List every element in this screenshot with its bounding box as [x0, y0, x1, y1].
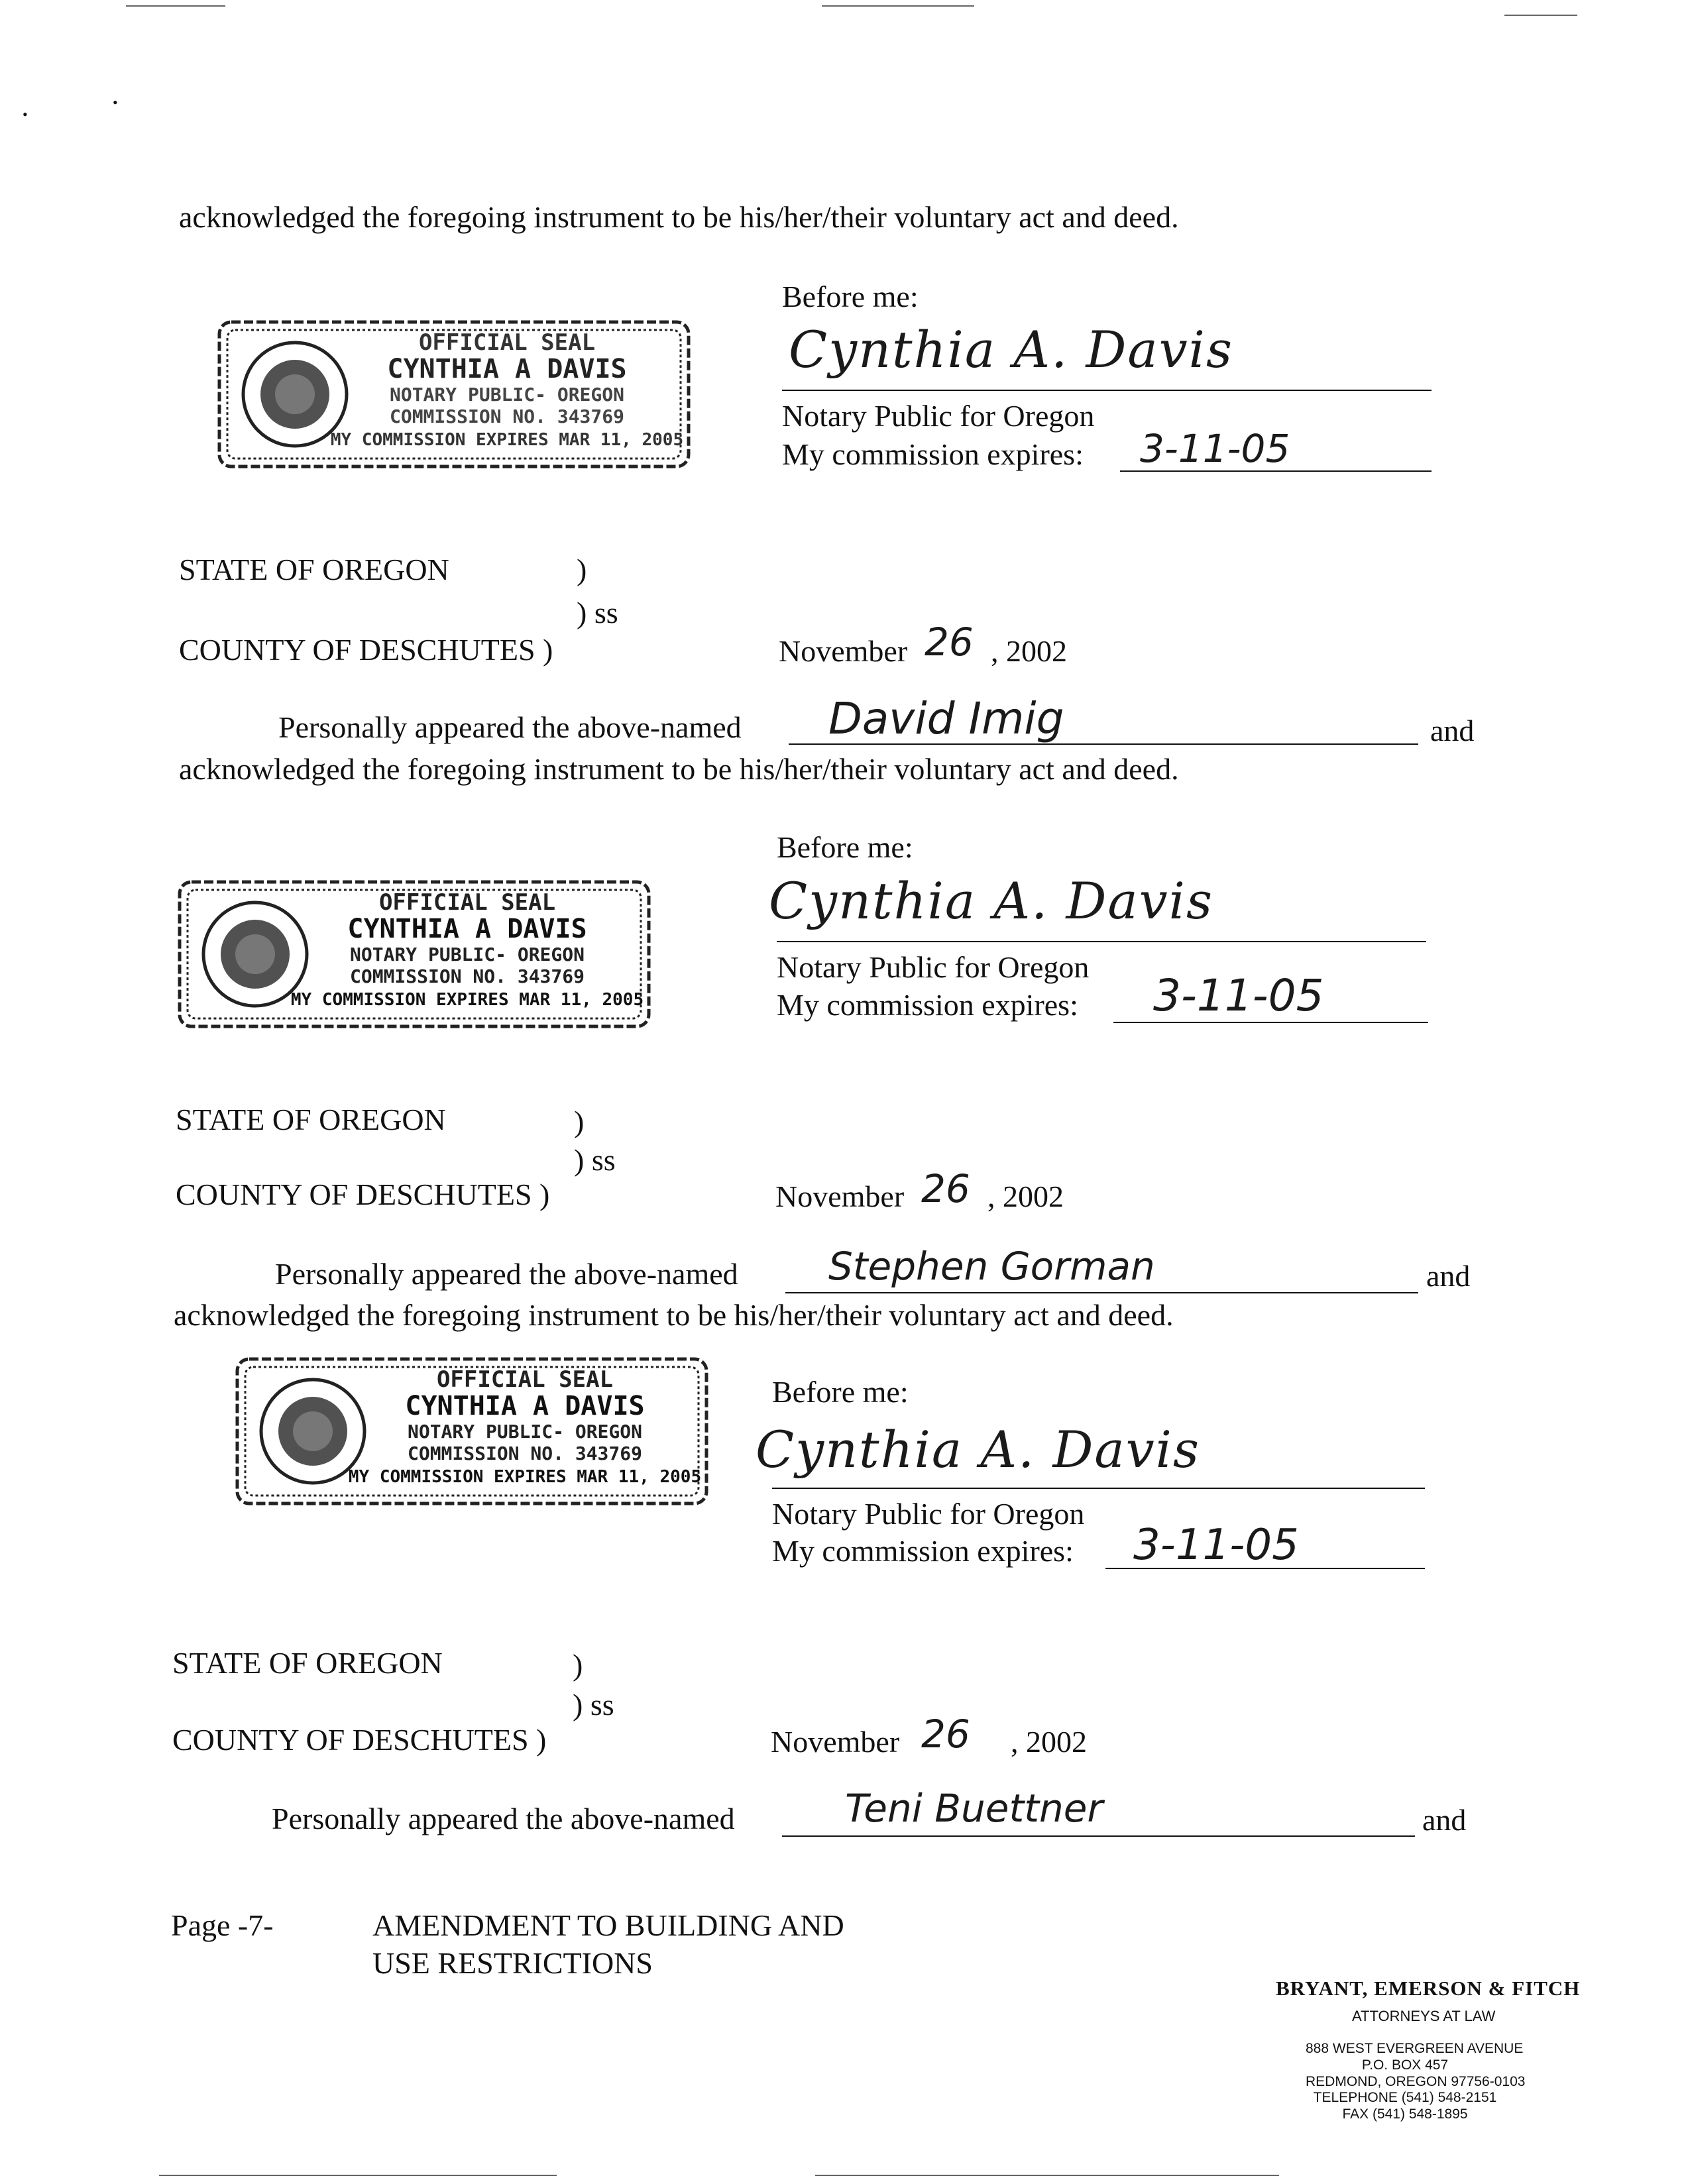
ss-label: ) ss	[574, 1143, 616, 1177]
expires-line	[1105, 1568, 1425, 1569]
notary-public-label: Notary Public for Oregon	[772, 1497, 1085, 1531]
notary-signature: Cynthia A. Davis	[789, 320, 1233, 379]
law-firm-subtitle: ATTORNEYS AT LAW	[1352, 2008, 1496, 2024]
state-label: STATE OF OREGON	[172, 1646, 443, 1680]
commission-expires-value: 3-11-05	[1140, 426, 1290, 471]
appeared-person: David Imig	[828, 693, 1064, 744]
appeared-line	[789, 743, 1418, 745]
notary-signature: Cynthia A. Davis	[756, 1420, 1200, 1479]
notary-public-label: Notary Public for Oregon	[782, 399, 1095, 433]
commission-expires-value: 3-11-05	[1153, 970, 1324, 1021]
appeared-person: Stephen Gorman	[828, 1244, 1155, 1289]
ss-label: ) ss	[573, 1688, 614, 1721]
address-line: P.O. BOX 457	[1361, 2057, 1449, 2073]
seal-commission: COMMISSION NO. 343769	[407, 1443, 643, 1464]
date-year: , 2002	[987, 1179, 1064, 1213]
venue-paren: )	[577, 553, 587, 586]
ss-label: ) ss	[577, 596, 618, 629]
scan-artifact	[815, 2175, 1279, 2176]
county-label: COUNTY OF DESCHUTES )	[179, 633, 553, 667]
telephone: TELEPHONE (541) 548-2151	[1313, 2090, 1497, 2106]
fax: FAX (541) 548-1895	[1342, 2106, 1468, 2122]
scan-artifact	[822, 5, 974, 7]
document-title-line-2: USE RESTRICTIONS	[372, 1946, 653, 1980]
seal-notary: NOTARY PUBLIC- OREGON	[349, 944, 585, 965]
seal-name: CYNTHIA A DAVIS	[387, 354, 627, 384]
date-day: 26	[925, 620, 974, 665]
seal-expires: MY COMMISSION EXPIRES MAR 11, 2005	[348, 1467, 702, 1487]
notary-seal-stamp	[176, 878, 653, 1030]
venue-paren: )	[573, 1648, 583, 1682]
signature-line	[777, 941, 1426, 942]
seal-expires: MY COMMISSION EXPIRES MAR 11, 2005	[330, 430, 684, 450]
state-label: STATE OF OREGON	[176, 1103, 446, 1136]
signature-line	[782, 390, 1432, 391]
address-line: 888 WEST EVERGREEN AVENUE	[1306, 2041, 1524, 2056]
scan-artifact	[159, 2175, 557, 2176]
expires-line	[1113, 1022, 1428, 1023]
scan-speck: •	[113, 94, 118, 111]
scan-artifact	[126, 5, 225, 7]
date-month: November	[771, 1725, 900, 1759]
before-me-label: Before me:	[772, 1375, 909, 1409]
commission-expires-value: 3-11-05	[1133, 1521, 1299, 1570]
venue-paren: )	[574, 1105, 585, 1138]
date-month: November	[779, 634, 908, 668]
document-title-line-1: AMENDMENT TO BUILDING AND	[372, 1908, 844, 1942]
date-month: November	[775, 1179, 905, 1213]
commission-expires-label: My commission expires:	[772, 1534, 1074, 1568]
acknowledgment-text: acknowledged the foregoing instrument to be his/her/their voluntary act and deed.	[179, 200, 1179, 234]
appeared-text: Personally appeared the above-named	[272, 1802, 735, 1835]
law-firm-name: BRYANT, EMERSON & FITCH	[1276, 1977, 1581, 2000]
seal-title: OFFICIAL SEAL	[436, 1366, 614, 1393]
seal-name: CYNTHIA A DAVIS	[347, 914, 587, 944]
seal-name: CYNTHIA A DAVIS	[405, 1391, 645, 1421]
before-me-label: Before me:	[782, 280, 919, 313]
scan-artifact	[1504, 15, 1577, 16]
acknowledgment-text: acknowledged the foregoing instrument to be his/her/their voluntary act and deed.	[174, 1298, 1174, 1332]
page-number: Page -7-	[171, 1908, 274, 1942]
acknowledgment-text: acknowledged the foregoing instrument to be his/her/their voluntary act and deed.	[179, 752, 1179, 786]
date-year: , 2002	[991, 634, 1067, 668]
commission-expires-label: My commission expires:	[782, 437, 1084, 471]
state-label: STATE OF OREGON	[179, 553, 449, 586]
appeared-line	[785, 1292, 1418, 1293]
notary-seal-stamp	[233, 1355, 710, 1507]
seal-commission: COMMISSION NO. 343769	[389, 406, 625, 427]
date-year: , 2002	[1011, 1725, 1087, 1759]
signature-line	[772, 1488, 1425, 1489]
before-me-label: Before me:	[777, 830, 913, 864]
seal-notary: NOTARY PUBLIC- OREGON	[407, 1421, 643, 1443]
notary-signature: Cynthia A. Davis	[769, 871, 1213, 930]
county-label: COUNTY OF DESCHUTES )	[176, 1177, 550, 1211]
scan-speck: •	[23, 106, 28, 123]
address-line: REDMOND, OREGON 97756-0103	[1306, 2073, 1526, 2089]
seal-title: OFFICIAL SEAL	[418, 329, 596, 356]
and-text: and	[1422, 1803, 1467, 1837]
seal-expires: MY COMMISSION EXPIRES MAR 11, 2005	[290, 990, 644, 1010]
appeared-line	[782, 1835, 1415, 1837]
date-day: 26	[921, 1712, 970, 1757]
seal-notary: NOTARY PUBLIC- OREGON	[389, 384, 625, 406]
seal-commission: COMMISSION NO. 343769	[349, 965, 585, 987]
county-label: COUNTY OF DESCHUTES )	[172, 1723, 547, 1757]
notary-public-label: Notary Public for Oregon	[777, 950, 1090, 984]
notary-seal-stamp	[215, 318, 693, 470]
date-day: 26	[921, 1166, 970, 1211]
seal-title: OFFICIAL SEAL	[378, 889, 556, 916]
law-firm-address	[1306, 2041, 1526, 2123]
appeared-person: Teni Buettner	[845, 1786, 1103, 1831]
appeared-text: Personally appeared the above-named	[278, 710, 742, 744]
expires-line	[1120, 470, 1432, 472]
commission-expires-label: My commission expires:	[777, 988, 1078, 1022]
appeared-text: Personally appeared the above-named	[275, 1257, 738, 1291]
and-text: and	[1430, 714, 1475, 747]
and-text: and	[1426, 1259, 1471, 1293]
